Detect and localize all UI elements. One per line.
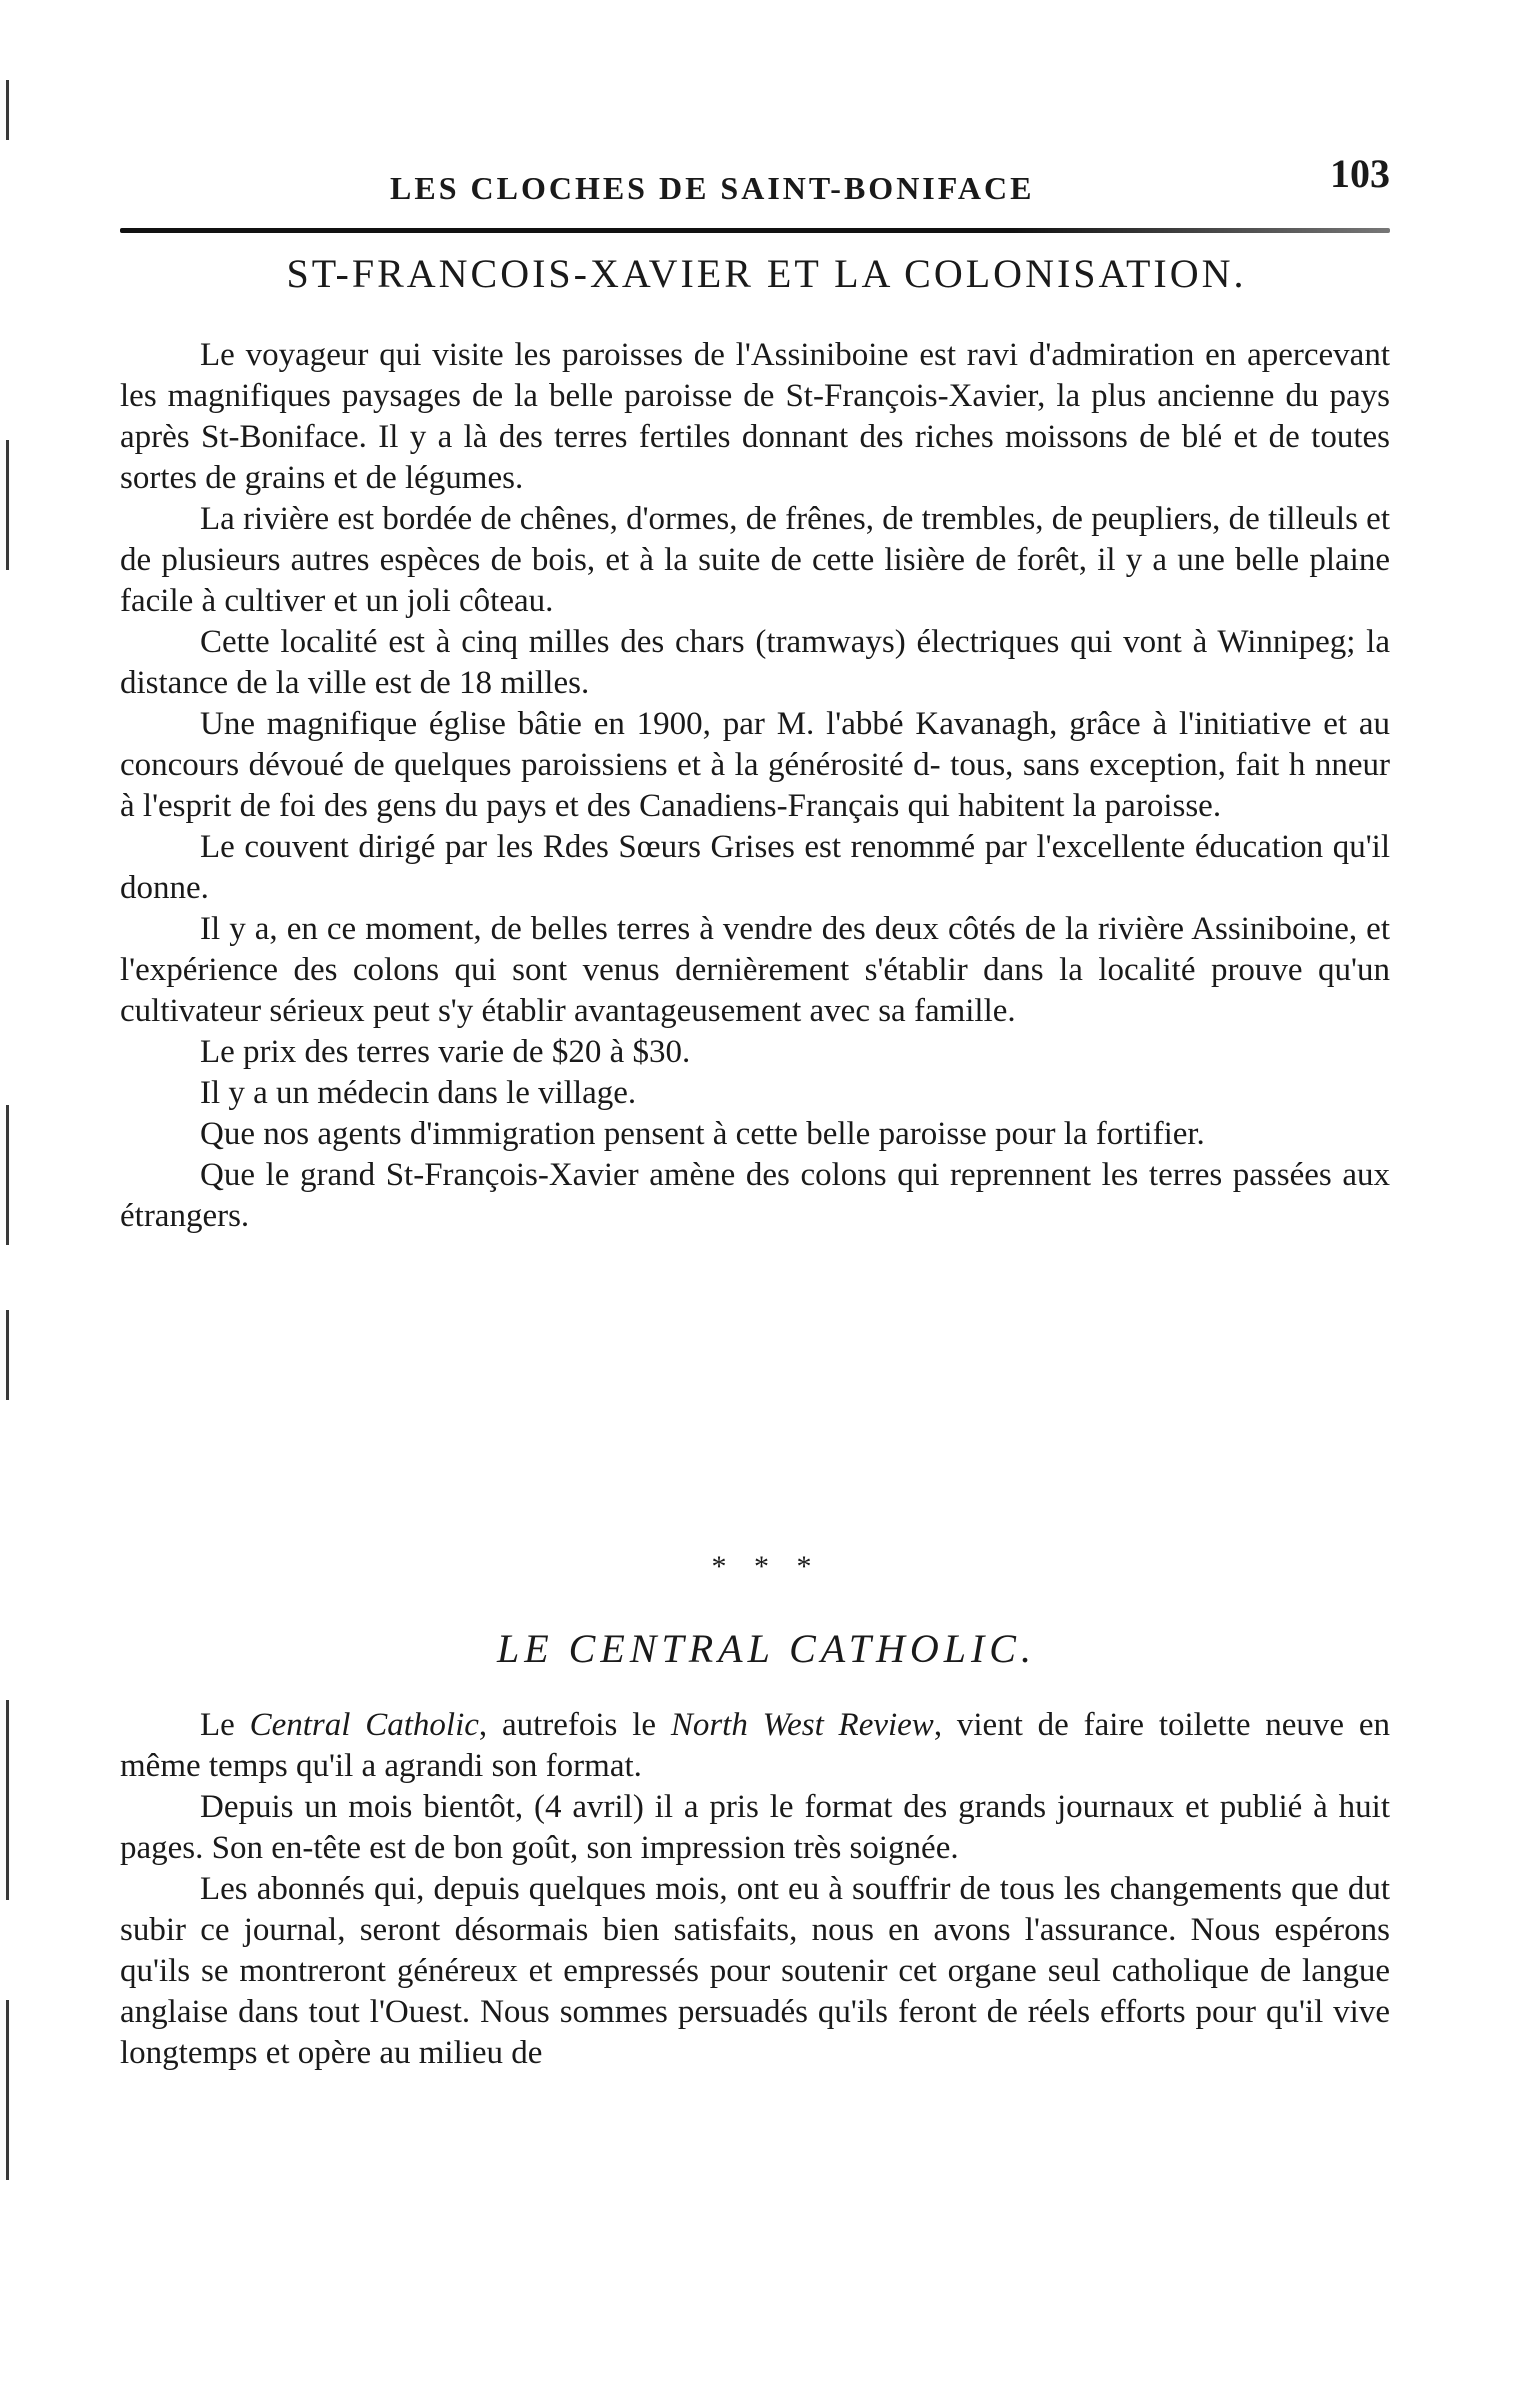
header-rule bbox=[120, 228, 1390, 233]
paragraph: La rivière est bordée de chênes, d'ormes, de frênes, de trembles, de peupliers, de tilleuls et de plusieurs autres espèces de bois, et à la suite de cette lisière de forêt, il y a une belle plaine facile à cultiver et un joli côteau. bbox=[120, 501, 1390, 619]
running-title: LES CLOCHES DE SAINT-BONIFACE bbox=[390, 170, 1035, 206]
paragraph: Depuis un mois bientôt, (4 avril) il a pris le format des grands journaux et publié à huit pages. Son en-tête est de bon goût, son impression très soignée. bbox=[120, 1789, 1390, 1866]
paragraph bbox=[120, 1705, 1390, 1787]
scan-edge-mark bbox=[6, 1310, 9, 1400]
paragraph: Le couvent dirigé par les Rdes Sœurs Grises est renommé par l'excellente éducation qu'il donne. bbox=[120, 829, 1390, 906]
article-body bbox=[120, 1705, 1390, 2074]
running-head bbox=[120, 150, 1400, 220]
text-run: Le bbox=[200, 1707, 250, 1743]
scan-edge-mark bbox=[6, 440, 9, 570]
paragraph: Le voyageur qui visite les paroisses de l'Assiniboine est ravi d'admiration en apercevant les magnifiques paysages de la belle paroisse de St-François-Xavier, la plus ancienne du pays après St-Boniface. Il y a là des terres fertiles donnant des riches moissons de blé et de toutes sortes de grains et de légumes. bbox=[120, 337, 1390, 496]
section-separator: * * * bbox=[711, 1550, 822, 1583]
paragraph: Le prix des terres varie de $20 à $30. bbox=[200, 1034, 691, 1070]
paragraph: Il y a un médecin dans le village. bbox=[200, 1075, 637, 1111]
paragraph: Que le grand St-François-Xavier amène des colons qui reprennent les terres passées aux étrangers. bbox=[120, 1157, 1390, 1234]
paragraph: Que nos agents d'immigration pensent à cette belle paroisse pour la fortifier. bbox=[200, 1116, 1205, 1152]
text-run: , vient de faire toilette neuve en même temps qu'il a agrandi son format. bbox=[120, 1707, 1390, 1784]
scan-edge-mark bbox=[6, 2000, 9, 2180]
paragraph: Une magnifique église bâtie en 1900, par M. l'abbé Kavanagh, grâce à l'initiative et au concours dévoué de quelques paroissiens et à la générosité d- tous, sans exception, fait h nneur à l'esprit de foi des gens du pays et des Canadiens-Français qui habitent la paroisse. bbox=[120, 706, 1390, 824]
section-title: LE CENTRAL CATHOLIC. bbox=[496, 1626, 1036, 1671]
text-run: , autrefois le bbox=[478, 1707, 671, 1743]
page-number: 103 bbox=[1330, 151, 1390, 196]
section-title: ST-FRANCOIS-XAVIER ET LA COLONISATION. bbox=[286, 251, 1247, 296]
scan-edge-mark bbox=[6, 1105, 9, 1245]
scan-edge-mark bbox=[6, 80, 9, 140]
publication-name: North West Review bbox=[670, 1707, 934, 1743]
paragraph: Les abonnés qui, depuis quelques mois, ont eu à souffrir de tous les changements que dut subir ce journal, seront désormais bien satisfaits, nous en avons l'assurance. Nous espérons qu'ils se montreront généreux et empressés pour soutenir cet organe seul catholique de langue anglaise dans tout l'Ouest. Nous sommes persuadés qu'ils feront de réels efforts pour qu'il vive longtemps et opère au milieu de bbox=[120, 1871, 1390, 2071]
paragraph: Cette localité est à cinq milles des chars (tramways) électriques qui vont à Winnipeg; la distance de la ville est de 18 milles. bbox=[120, 624, 1390, 701]
publication-name: Central Catholic bbox=[249, 1707, 479, 1743]
scan-edge-mark bbox=[6, 1700, 9, 1900]
paragraph: Il y a, en ce moment, de belles terres à vendre des deux côtés de la rivière Assiniboine, et l'expérience des colons qui sont venus dernièrement s'établir dans la localité prouve qu'un cultivateur sérieux peut s'y établir avantageusement avec sa famille. bbox=[120, 911, 1390, 1029]
article-body bbox=[120, 335, 1390, 1237]
